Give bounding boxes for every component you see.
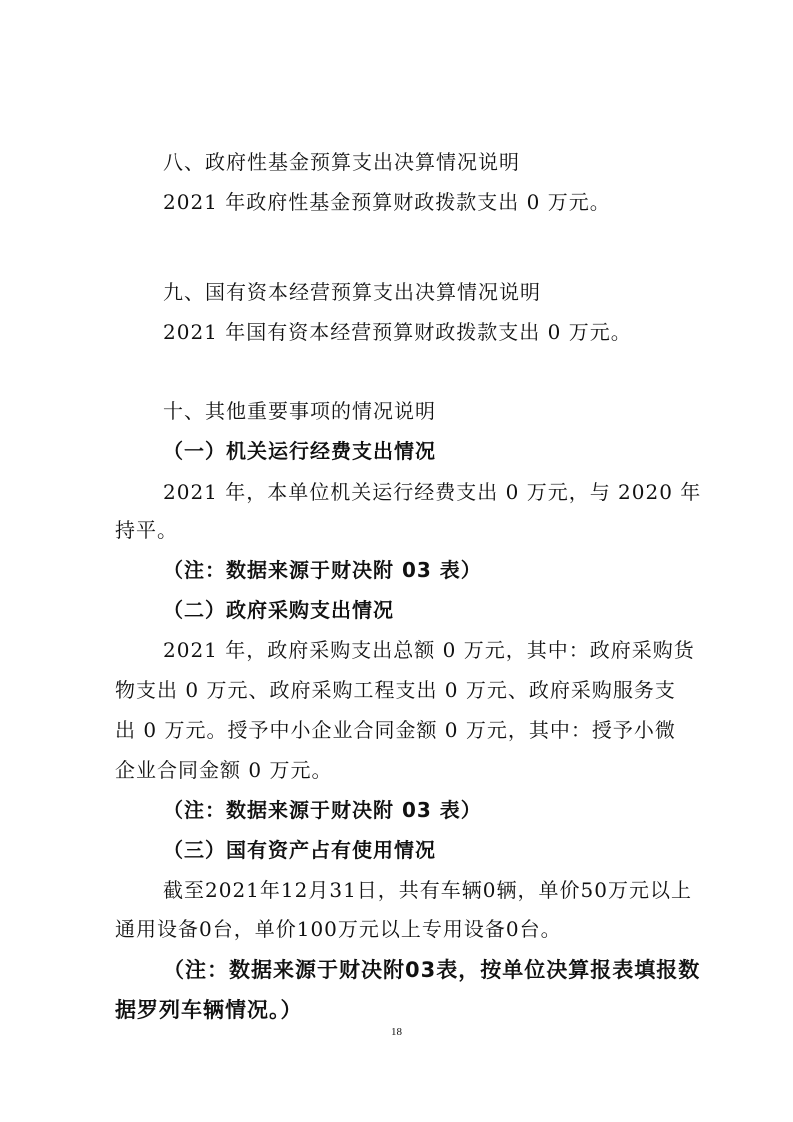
section-8-text: 2021 年政府性基金预算财政拨款支出 0 万元。 (163, 190, 611, 214)
subsection-3-note-line-2: 据罗列车辆情况。） (115, 998, 303, 1022)
subsection-3-text-line-1: 截至2021年12月31日，共有车辆0辆，单价50万元以上 (163, 878, 692, 902)
section-9-text: 2021 年国有资本经营预算财政拨款支出 0 万元。 (163, 320, 632, 344)
section-9-heading: 九、国有资本经营预算支出决算情况说明 (163, 280, 541, 304)
subsection-2-text-line-3: 出 0 万元。授予中小企业合同金额 0 万元，其中：授予小微 (115, 718, 676, 742)
subsection-2-text-line-2: 物支出 0 万元、政府采购工程支出 0 万元、政府采购服务支 (115, 678, 676, 702)
subsection-1-note: （注：数据来源于财决附 03 表） (163, 558, 482, 582)
page-number: 18 (391, 1026, 402, 1038)
subsection-2-heading: （二）政府采购支出情况 (163, 598, 394, 622)
subsection-2-note: （注：数据来源于财决附 03 表） (163, 798, 482, 822)
subsection-2-text-line-1: 2021 年，政府采购支出总额 0 万元，其中：政府采购货 (163, 638, 695, 662)
section-8-heading: 八、政府性基金预算支出决算情况说明 (163, 150, 520, 174)
subsection-2-text-line-4: 企业合同金额 0 万元。 (115, 758, 333, 782)
subsection-3-note-line-1: （注：数据来源于财决附03表，按单位决算报表填报数 (163, 958, 701, 982)
subsection-3-text-line-2: 通用设备0台，单价100万元以上专用设备0台。 (115, 917, 562, 941)
subsection-3-heading: （三）国有资产占有使用情况 (163, 838, 436, 862)
subsection-1-heading: （一）机关运行经费支出情况 (163, 439, 436, 463)
subsection-1-text-line-1: 2021 年，本单位机关运行经费支出 0 万元，与 2020 年 (163, 480, 702, 504)
subsection-1-text-line-2: 持平。 (115, 518, 178, 542)
section-10-heading: 十、其他重要事项的情况说明 (163, 399, 436, 423)
